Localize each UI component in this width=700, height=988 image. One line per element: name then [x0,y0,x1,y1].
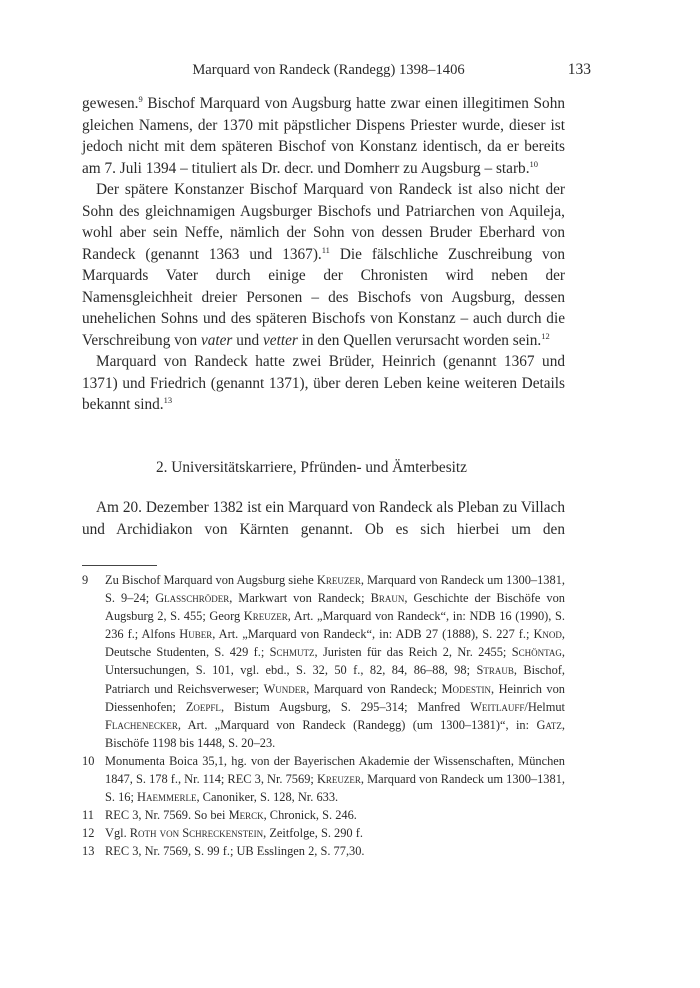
text-run: , Juristen für das Reich 2, Nr. 2455; [314,645,512,660]
footnotes [82,571,565,861]
footnote-number: 10 [82,753,95,768]
author-name: Kreuzer [316,772,361,787]
text-run: Der spätere Konstanzer Bischof Marquard von Randeck ist also nicht der Sohn des gleichnamigen Augsburger Bischofs und Patriarchen von Aquileja, wohl aber sein Neffe, nämlich der Sohn von dessen Bruder Eberhard von Randeck (genannt 1363 und 1367). [82,181,565,263]
text-run: gewesen. [82,95,139,112]
text-run: , Canoniker, S. 128, Nr. 633. [196,790,339,805]
footnote-divider [82,565,157,566]
author-name: Roth von Schreckenstein [129,826,264,841]
author-name: Weitlauff [470,699,525,714]
text-run: REC 3, Nr. 7569. So bei [105,808,229,823]
text-run: REC 3, Nr. 7569, S. 99 f.; UB Esslingen 2, S. 77,30. [105,844,365,859]
text-run: und [232,331,263,349]
footnote-ref-13[interactable]: 13 [163,395,173,405]
text-run: , Marquard von Randeck; [306,681,442,696]
text-run: , Geschichte der Bischöfe von Augsburg 2, S. 455; Georg [105,591,565,624]
text-run: Die fälschliche Zuschreibung von Marquards Vater durch einige der Chronisten wird neben der Namensgleichheit dreier Personen – des Bischofs von Augsburg, dessen unehelichen Sohns und des späteren Bischofs von Konstanz – auch durch die Verschreibung von [82,245,565,349]
footnote-11 [82,806,565,824]
author-name: Zoepfl [185,699,221,714]
text-run: Marquard von Randeck hatte zwei Brüder, Heinrich (genannt 1367 und 1371) und Friedrich (genannt 1371), über deren Leben keine weiteren Details bekannt sind. [82,353,565,413]
section-heading: 2. Universitätskarriere, Pfründen- und Ämterbesitz [156,458,467,476]
paragraph-2 [82,179,565,351]
footnote-ref-9[interactable]: 9 [138,94,143,104]
author-name: Glasschröder [155,591,230,606]
running-title: Marquard von Randeck (Randegg) 1398–1406 [192,62,465,78]
text-run: Zu Bischof Marquard von Augsburg siehe [105,573,317,587]
author-name: Straub [476,663,514,678]
text-run: /Helmut [524,699,565,714]
text-run: , Untersuchungen, S. 101, vgl. ebd., S. 32, 50 f., 82, 84, 86–88, 98; [105,645,565,678]
italic-term: vetter [262,331,298,349]
author-name: Merck [228,808,264,823]
author-name: Kreuzer [243,609,288,624]
author-name: Gatz [536,717,562,732]
text-run: , Deutsche Studenten, S. 429 f.; [105,627,566,660]
text-run: , Art. „Marquard von Randeck“, in: NDB 16 (1990), S. 236 f.; Alfons [105,609,565,642]
author-name: Kreuzer [316,573,361,587]
text-run: , Markwart von Randeck; [229,591,371,606]
text-run: , Bischof, Patriarch und Reichsverweser; [105,663,565,696]
text-run: Bischof Marquard von Augsburg hatte zwar einen illegitimen Sohn gleichen Namens, der 1370 mit päpstlicher Dispens Priester wurde, dieser ist jedoch nicht mit dem späteren Bischof von Konstanz identisch, da er bereits am 7. Juli 1394 – tituliert als Dr. decr. und Domherr zu Augsburg – starb. [82,95,565,177]
text-run: , Bischöfe 1198 bis 1448, S. 20–23. [105,717,565,750]
author-name: Modestin [441,681,492,696]
main-text [82,93,565,540]
text-run: , Art. „Marquard von Randeck (Randegg) (um 1300–1381)“, in: [177,717,537,732]
text-run: , Heinrich von Diessenhofen; [105,681,565,714]
author-name: Braun [370,591,405,606]
footnote-number: 12 [82,826,95,841]
text-run: , Bistum Augsburg, S. 295–314; Manfred [220,699,471,714]
text-run: , Zeitfolge, S. 290 f. [263,826,363,841]
footnote-13 [82,842,565,860]
author-name: Schöntag [511,645,562,660]
footnote-number: 13 [82,844,95,859]
footnote-10 [82,752,565,806]
text-run: , Chronick, S. 246. [263,808,357,823]
footnote-number: 9 [82,573,89,587]
paragraph-1 [82,93,565,179]
text-run: , Marquard von Randeck um 1300–1381, S. 9–24; [105,573,565,606]
paragraph-4: Am 20. Dezember 1382 ist ein Marquard von Randeck als Pleban zu Villach und Archidiakon von Kärnten genannt. Ob es sich hierbei um den [82,499,565,538]
author-name: Knod [533,627,562,642]
footnote-number: 11 [82,808,94,823]
footnote-9 [82,571,565,752]
author-name: Haemmerle [137,790,197,805]
footnote-ref-10[interactable]: 10 [529,158,539,169]
text-run: , Art. „Marquard von Randeck“, in: ADB 27 (1888), S. 227 f.; [212,627,534,642]
italic-term: vater [200,331,233,349]
footnote-12 [82,824,565,842]
author-name: Wunder [263,681,307,696]
text-run: Monumenta Boica 35,1, hg. von der Bayerischen Akademie der Wissenschaften, München 1847, S. 178 f., Nr. 114; REC 3, Nr. 7569; [105,753,565,787]
author-name: Schmutz [269,645,315,660]
author-name: Huber [179,627,213,642]
paragraph-3 [82,351,565,416]
author-name: Flachenecker [105,717,178,732]
text-run: in den Quellen verursacht worden sein. [297,331,542,349]
page-number: 133 [567,61,591,78]
footnote-ref-11[interactable]: 11 [321,244,330,255]
text-run: Vgl. [105,826,130,841]
footnote-ref-12[interactable]: 12 [541,330,550,341]
text-run: , Marquard von Randeck um 1300–1381, S. 16; [105,772,565,805]
